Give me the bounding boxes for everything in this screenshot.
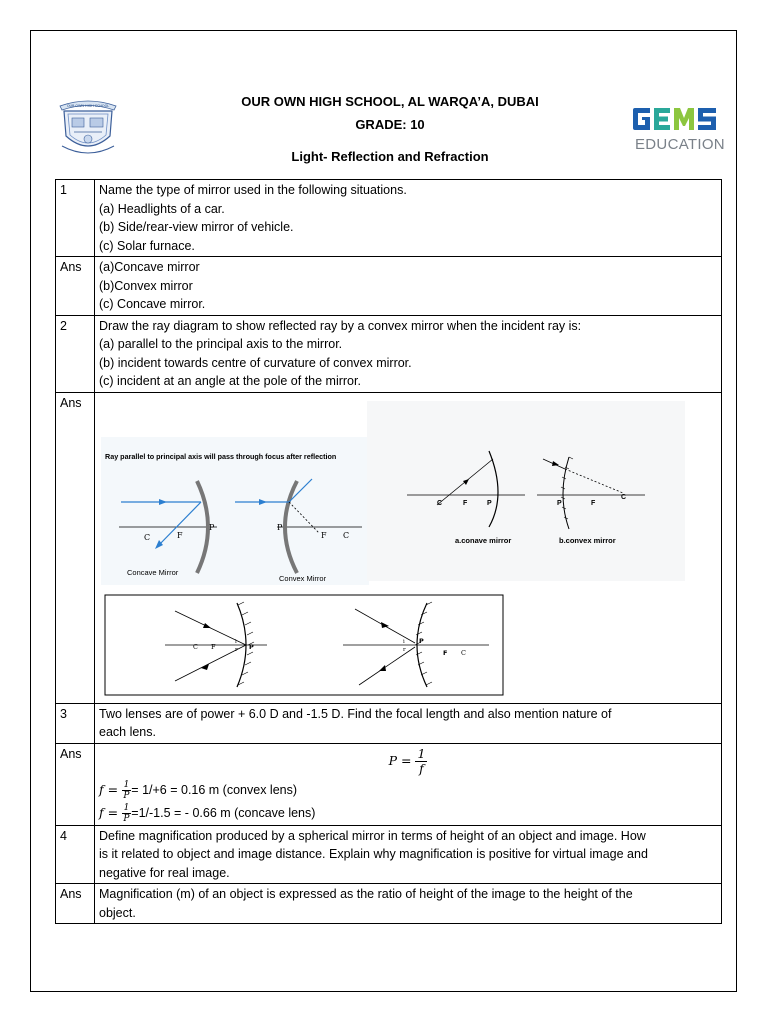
svg-text:a.conave mirror: a.conave mirror (455, 535, 512, 545)
svg-text:C: C (193, 642, 198, 651)
gems-education-logo (630, 104, 724, 158)
svg-text:C: C (621, 493, 627, 501)
answer-cell: (a)Concave mirror (b)Convex mirror (c) Concave mirror. (95, 257, 722, 316)
svg-text:i: i (403, 638, 405, 645)
table-row (56, 257, 722, 316)
row-number: 4 (56, 825, 95, 884)
table-row (56, 180, 722, 257)
svg-text:F: F (463, 499, 468, 507)
svg-text:b.convex mirror: b.convex mirror (559, 535, 616, 545)
row-number: Ans (56, 257, 95, 316)
svg-text:P: P (249, 642, 254, 651)
svg-text:P: P (277, 522, 283, 532)
svg-text:F: F (211, 642, 216, 651)
table-row (56, 315, 722, 392)
question-table (55, 179, 722, 924)
svg-text:C: C (437, 499, 443, 507)
svg-text:i: i (235, 638, 237, 645)
education-word: EDUCATION (635, 136, 725, 153)
mirror-ray-diagrams-bottom (97, 593, 507, 697)
fig1-caption: Ray parallel to principal axis will pass through focus after reflection (105, 451, 337, 461)
question-cell: Two lenses are of power + 6.0 D and -1.5 D. Find the focal length and also mention nature of each lens. (95, 703, 722, 743)
table-row (56, 703, 722, 743)
svg-text:C: C (461, 648, 466, 657)
svg-text:P: P (209, 522, 215, 532)
fraction: $\frac{1}{f}$ (417, 745, 426, 776)
fraction: $\frac{1}{P}$ (123, 802, 130, 824)
focal-length-line-2: f = $\frac{1}{P}$ =1/-1.5 = - 0.66 m (concave lens) (99, 802, 316, 824)
row-number: Ans (56, 392, 95, 703)
row-number: 3 (56, 703, 95, 743)
svg-text:r: r (403, 646, 406, 653)
focal-length-line-1: f = $\frac{1}{P}$ = 1/+6 = 0.16 m (convex lens) (99, 779, 298, 801)
svg-text:F: F (591, 499, 596, 507)
school-crest-logo (50, 94, 126, 160)
gems-wordmark-icon (630, 104, 720, 134)
table-row (56, 392, 722, 703)
question-cell: Define magnification produced by a spherical mirror in terms of height of an object and image. How is it related to object and image distance. Explain why magnification is positive for virtual image and negative for real image. (95, 825, 722, 884)
svg-text:Convex Mirror: Convex Mirror (279, 573, 327, 583)
svg-text:F: F (177, 530, 183, 540)
mirror-ray-diagrams-top (97, 397, 687, 587)
answer-cell: Magnification (m) of an object is expressed as the ratio of height of the image to the height of the object. (95, 884, 722, 924)
table-row (56, 743, 722, 825)
svg-text:OUR OWN HIGH SCHOOL: OUR OWN HIGH SCHOOL (66, 104, 110, 108)
question-cell: Name the type of mirror used in the following situations. (a) Headlights of a car. (b) Side/rear-view mirror of vehicle. (c) Solar furnace. (95, 180, 722, 257)
answer-cell-diagrams (95, 392, 722, 703)
svg-text:P: P (487, 499, 492, 507)
fraction: $\frac{1}{P}$ (123, 779, 130, 801)
table-row (56, 884, 722, 924)
svg-text:P: P (419, 636, 424, 645)
row-number: 2 (56, 315, 95, 392)
grade-label: GRADE: 10 (355, 117, 425, 132)
svg-text:C: C (343, 530, 350, 540)
school-name: OUR OWN HIGH SCHOOL, AL WARQA’A, DUBAI (241, 94, 539, 109)
question-cell: Draw the ray diagram to show reflected ray by a convex mirror when the incident ray is: (a) parallel to the principal axis to the mirror. (b) incident towards centre of curvature of convex mirror. (c) incident at an angle at the pole of the mirror. (95, 315, 722, 392)
answer-cell (95, 743, 722, 825)
svg-text:P: P (557, 499, 562, 507)
svg-text:F: F (321, 530, 327, 540)
svg-text:F: F (443, 648, 448, 657)
topic-title: Light- Reflection and Refraction (291, 149, 489, 164)
row-number: Ans (56, 884, 95, 924)
row-number: Ans (56, 743, 95, 825)
svg-text:r: r (235, 646, 238, 653)
svg-text:C: C (144, 532, 151, 542)
power-formula: P = $\frac{1}{f}$ (388, 745, 426, 776)
row-number: 1 (56, 180, 95, 257)
table-row (56, 825, 722, 884)
svg-text:Concave Mirror: Concave Mirror (127, 567, 179, 577)
